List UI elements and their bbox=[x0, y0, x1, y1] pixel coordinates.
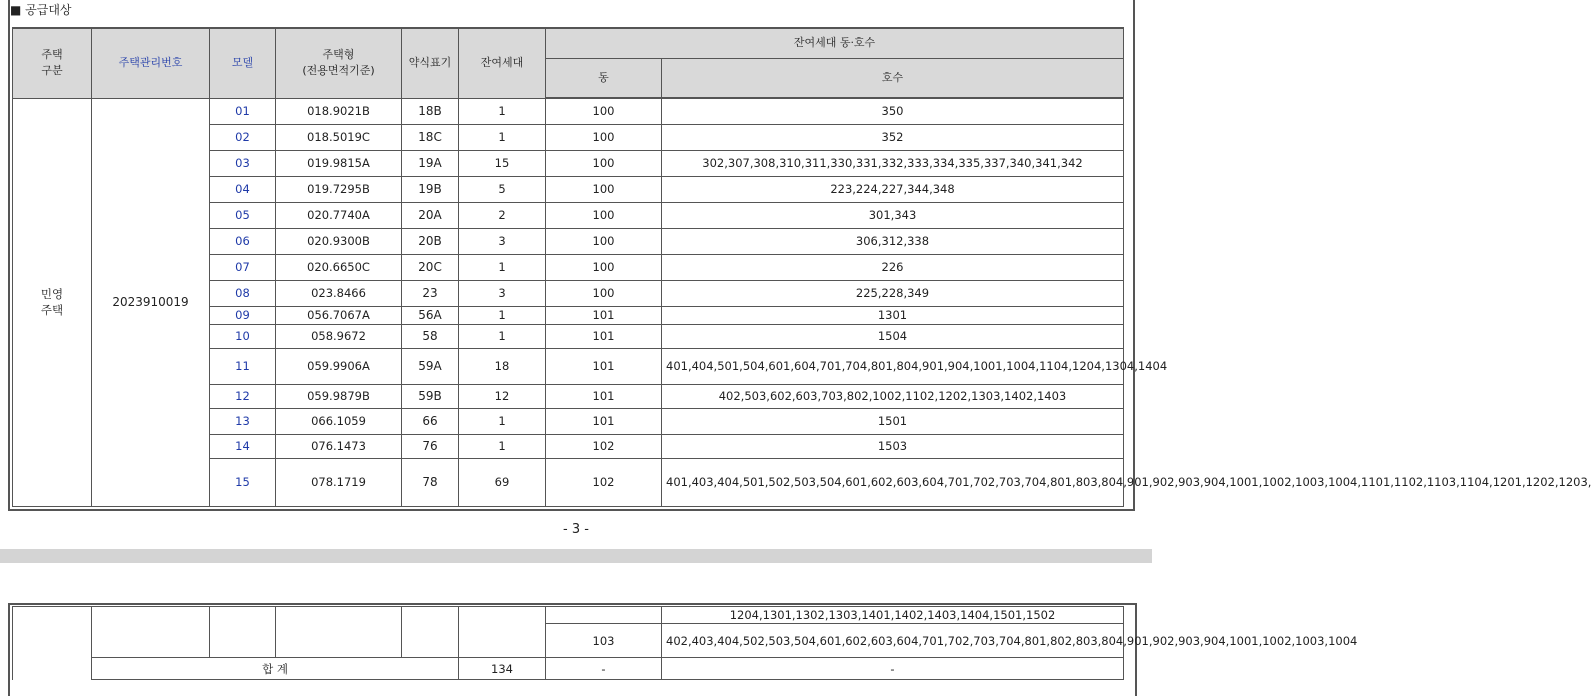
abbr-cell: 59A bbox=[402, 348, 459, 384]
header-model: 모델 bbox=[210, 28, 276, 98]
type-cell: 020.6650C bbox=[276, 254, 402, 280]
supply-table bbox=[12, 27, 1591, 507]
table-row bbox=[13, 607, 1124, 624]
dong-cell: 100 bbox=[546, 202, 662, 228]
ho-cell: 401,404,501,504,601,604,701,704,801,804,901,904,1001,1004,1104,1204,1304,1404 bbox=[662, 348, 1124, 384]
ho-cell: 225,228,349 bbox=[662, 280, 1124, 306]
count-cell: 1 bbox=[459, 254, 546, 280]
count-cell: 12 bbox=[459, 384, 546, 408]
ho-cell: 402,403,404,502,503,504,601,602,603,604,701,702,703,704,801,802,803,804,901,902,903,904,1001,1002,1003,1004 bbox=[662, 624, 1124, 658]
type-cell: 076.1473 bbox=[276, 434, 402, 458]
header-remaining: 잔여세대 bbox=[459, 28, 546, 98]
dong-cell: 102 bbox=[546, 434, 662, 458]
model-cell-cont bbox=[210, 607, 276, 658]
dong-cell: 102 bbox=[546, 458, 662, 506]
total-label: 합 계 bbox=[92, 658, 459, 680]
total-row bbox=[13, 658, 1124, 680]
count-cell: 1 bbox=[459, 98, 546, 124]
type-cell: 058.9672 bbox=[276, 324, 402, 348]
abbr-cell: 56A bbox=[402, 306, 459, 324]
ho-cell: 1504 bbox=[662, 324, 1124, 348]
count-cell: 1 bbox=[459, 324, 546, 348]
page-number: - 3 - bbox=[563, 522, 589, 537]
model-cell: 14 bbox=[210, 434, 276, 458]
dong-cell: 100 bbox=[546, 254, 662, 280]
count-cell: 1 bbox=[459, 408, 546, 434]
dong-cell: 100 bbox=[546, 176, 662, 202]
model-cell: 12 bbox=[210, 384, 276, 408]
count-cell: 3 bbox=[459, 280, 546, 306]
ho-cell: 350 bbox=[662, 98, 1124, 124]
abbr-cell: 23 bbox=[402, 280, 459, 306]
dong-cell: 100 bbox=[546, 150, 662, 176]
type-cell: 019.9815A bbox=[276, 150, 402, 176]
mgmt-number-cell: 2023910019 bbox=[92, 98, 210, 506]
dong-cell: 100 bbox=[546, 124, 662, 150]
abbr-cell: 19A bbox=[402, 150, 459, 176]
abbr-cell: 18C bbox=[402, 124, 459, 150]
abbr-cell: 20C bbox=[402, 254, 459, 280]
model-cell: 15 bbox=[210, 458, 276, 506]
ho-cell: 306,312,338 bbox=[662, 228, 1124, 254]
abbr-cell: 78 bbox=[402, 458, 459, 506]
header-housing-type: 주택 구분 bbox=[13, 28, 92, 98]
type-cell: 056.7067A bbox=[276, 306, 402, 324]
count-cell: 5 bbox=[459, 176, 546, 202]
abbr-cell: 20B bbox=[402, 228, 459, 254]
dong-cell: 101 bbox=[546, 408, 662, 434]
header-house-type: 주택형 (전용면적기준) bbox=[276, 28, 402, 98]
type-cell: 078.1719 bbox=[276, 458, 402, 506]
type-cell: 059.9879B bbox=[276, 384, 402, 408]
type-cell: 023.8466 bbox=[276, 280, 402, 306]
dong-cell-cont bbox=[546, 607, 662, 624]
ho-cell: 401,403,404,501,502,503,504,601,602,603,604,701,702,703,704,801,803,804,901,902,903,904,1001,1002,1003,1004,1101,1102,1103,1104,1201,1202,1203, bbox=[662, 458, 1124, 506]
type-cell: 020.9300B bbox=[276, 228, 402, 254]
model-cell: 04 bbox=[210, 176, 276, 202]
type-cell: 018.9021B bbox=[276, 98, 402, 124]
count-cell: 1 bbox=[459, 124, 546, 150]
abbr-cell: 18B bbox=[402, 98, 459, 124]
ho-cell: 352 bbox=[662, 124, 1124, 150]
model-cell: 05 bbox=[210, 202, 276, 228]
abbr-cell: 20A bbox=[402, 202, 459, 228]
model-cell: 03 bbox=[210, 150, 276, 176]
mgmt-number-cell-cont bbox=[92, 607, 210, 658]
ho-cell: 402,503,602,603,703,802,1002,1102,1202,1303,1402,1403 bbox=[662, 384, 1124, 408]
count-cell: 15 bbox=[459, 150, 546, 176]
count-cell: 69 bbox=[459, 458, 546, 506]
abbr-cell: 19B bbox=[402, 176, 459, 202]
model-cell: 07 bbox=[210, 254, 276, 280]
model-cell: 13 bbox=[210, 408, 276, 434]
total-dong: - bbox=[546, 658, 662, 680]
type-cell: 059.9906A bbox=[276, 348, 402, 384]
model-cell: 11 bbox=[210, 348, 276, 384]
abbr-cell: 66 bbox=[402, 408, 459, 434]
header-ho: 호수 bbox=[662, 58, 1124, 98]
count-cell: 3 bbox=[459, 228, 546, 254]
ho-cell: 1301 bbox=[662, 306, 1124, 324]
ho-cell: 302,307,308,310,311,330,331,332,333,334,335,337,340,341,342 bbox=[662, 150, 1124, 176]
model-cell: 08 bbox=[210, 280, 276, 306]
model-cell: 02 bbox=[210, 124, 276, 150]
header-units-group: 잔여세대 동·호수 bbox=[546, 28, 1124, 58]
count-cell: 18 bbox=[459, 348, 546, 384]
total-ho: - bbox=[662, 658, 1124, 680]
table-row bbox=[13, 98, 1124, 124]
supply-table-continued bbox=[12, 606, 1358, 680]
dong-cell: 101 bbox=[546, 306, 662, 324]
category-cell-cont bbox=[13, 607, 92, 680]
dong-cell: 103 bbox=[546, 624, 662, 658]
model-cell: 06 bbox=[210, 228, 276, 254]
abbr-cell: 76 bbox=[402, 434, 459, 458]
ho-cell: 223,224,227,344,348 bbox=[662, 176, 1124, 202]
count-cell: 1 bbox=[459, 306, 546, 324]
abbr-cell-cont bbox=[402, 607, 459, 658]
type-cell: 018.5019C bbox=[276, 124, 402, 150]
header-mgmt-no: 주택관리번호 bbox=[92, 28, 210, 98]
abbr-cell: 59B bbox=[402, 384, 459, 408]
type-cell: 020.7740A bbox=[276, 202, 402, 228]
model-cell: 01 bbox=[210, 98, 276, 124]
total-count: 134 bbox=[459, 658, 546, 680]
dong-cell: 101 bbox=[546, 324, 662, 348]
abbr-cell: 58 bbox=[402, 324, 459, 348]
ho-cell: 1503 bbox=[662, 434, 1124, 458]
category-cell: 민영 주택 bbox=[13, 98, 92, 506]
dong-cell: 100 bbox=[546, 228, 662, 254]
page-separator bbox=[0, 549, 1152, 563]
model-cell: 09 bbox=[210, 306, 276, 324]
dong-cell: 100 bbox=[546, 280, 662, 306]
dong-cell: 100 bbox=[546, 98, 662, 124]
type-cell: 019.7295B bbox=[276, 176, 402, 202]
type-cell-cont bbox=[276, 607, 402, 658]
dong-cell: 101 bbox=[546, 348, 662, 384]
count-cell: 1 bbox=[459, 434, 546, 458]
ho-cell: 226 bbox=[662, 254, 1124, 280]
header-abbr: 약식표기 bbox=[402, 28, 459, 98]
dong-cell: 101 bbox=[546, 384, 662, 408]
section-title: ■ 공급대상 bbox=[10, 3, 72, 17]
ho-cell: 1501 bbox=[662, 408, 1124, 434]
ho-cell: 301,343 bbox=[662, 202, 1124, 228]
count-cell: 2 bbox=[459, 202, 546, 228]
type-cell: 066.1059 bbox=[276, 408, 402, 434]
count-cell-cont bbox=[459, 607, 546, 658]
header-dong: 동 bbox=[546, 58, 662, 98]
ho-cell: 1204,1301,1302,1303,1401,1402,1403,1404,1501,1502 bbox=[662, 607, 1124, 624]
model-cell: 10 bbox=[210, 324, 276, 348]
